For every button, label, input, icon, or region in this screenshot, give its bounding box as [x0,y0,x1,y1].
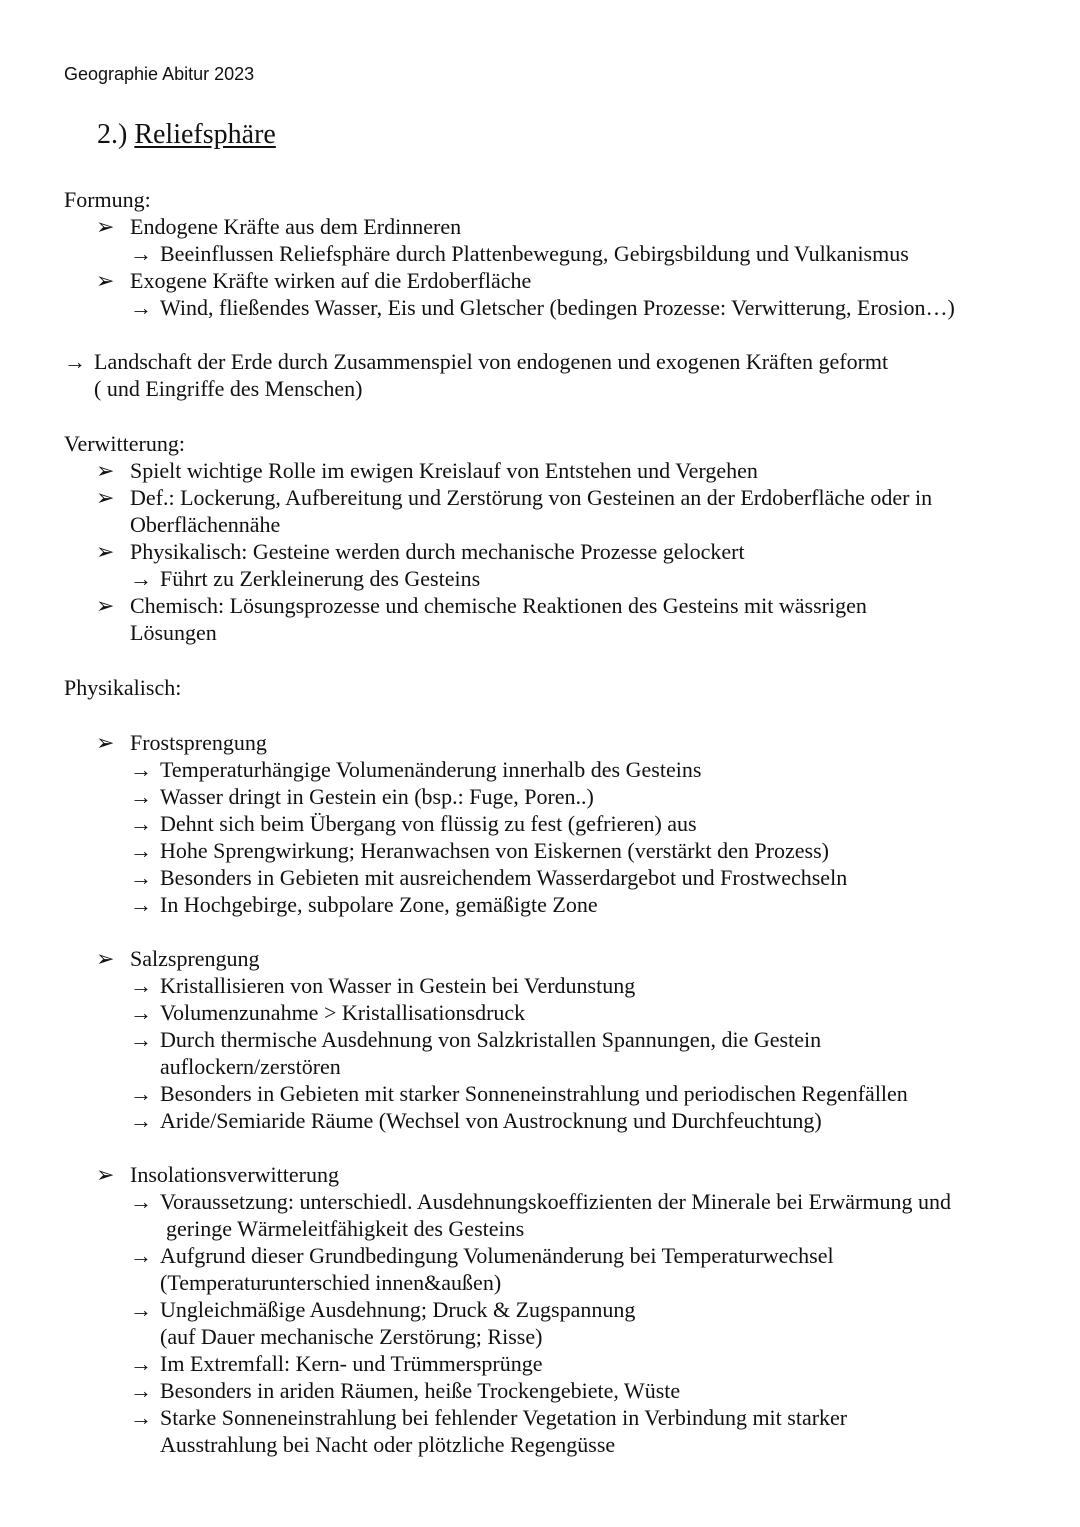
sub-item-cont: geringe Wärmeleitfähigkeit des Gesteins [166,1216,525,1241]
sub-item-cont: (Temperaturunterschied innen&außen) [160,1270,502,1295]
sub-item: → Hohe Sprengwirkung; Heranwachsen von Eiskernen (verstärkt den Prozess) [130,838,829,863]
right-arrow-icon: → [130,1378,152,1403]
landschaft-block [64,348,888,402]
right-arrow-icon: → [130,1081,152,1106]
list-item: ➢ Salzsprengung [96,946,260,971]
sub-item: → Ungleichmäßige Ausdehnung; Druck & Zugspannung [130,1297,636,1322]
right-arrow-icon: → [130,1000,152,1025]
sub-item-cont: Ausstrahlung bei Nacht oder plötzliche Regengüsse [160,1432,616,1457]
verwitterung-block [64,430,185,457]
verwitterung-heading: Verwitterung: [64,431,185,456]
insolation-list [96,1161,951,1458]
right-arrow-icon: → [130,973,152,998]
salz-list [96,945,908,1134]
frost-list [96,729,847,918]
formung-list [96,213,955,321]
right-arrow-icon: → [130,1108,152,1133]
list-item: ➢ Physikalisch: Gesteine werden durch mechanische Prozesse gelockert [96,539,745,564]
sub-item: → Besonders in Gebieten mit ausreichendem Wasserdargebot und Frostwechseln [130,865,848,890]
physikalisch-heading: Physikalisch: [64,675,182,700]
landschaft-line-cont: ( und Eingriffe des Menschen) [94,376,363,401]
physikalisch-block [64,674,181,701]
bullet-arrowhead-icon: ➢ [96,539,115,564]
right-arrow-icon: → [130,1351,152,1376]
section-number: 2.) [97,119,128,150]
bullet-arrowhead-icon: ➢ [96,593,115,618]
right-arrow-icon: → [130,892,152,917]
right-arrow-icon: → [130,1297,152,1322]
sub-item: → Aride/Semiaride Räume (Wechsel von Austrocknung und Durchfeuchtung) [130,1108,822,1133]
right-arrow-icon: → [130,1027,152,1052]
sub-item: → Starke Sonneneinstrahlung bei fehlender Vegetation in Verbindung mit starker [130,1405,848,1430]
section-title-text: Reliefsphäre [134,119,276,150]
sub-item: → Aufgrund dieser Grundbedingung Volumenänderung bei Temperaturwechsel [130,1243,834,1268]
sub-item: → Volumenzunahme > Kristallisationsdruck [130,1000,526,1025]
list-item: ➢ Spielt wichtige Rolle im ewigen Kreislauf von Entstehen und Vergehen [96,458,758,483]
sub-item: → Besonders in Gebieten mit starker Sonneneinstrahlung und periodischen Regenfällen [130,1081,908,1106]
section-title [97,118,276,152]
bullet-arrowhead-icon: ➢ [96,1162,115,1187]
sub-item: → Besonders in ariden Räumen, heiße Trockengebiete, Wüste [130,1378,681,1403]
bullet-arrowhead-icon: ➢ [96,214,115,239]
sub-item-cont: auflockern/zerstören [160,1054,341,1079]
sub-item: → Temperaturhängige Volumenänderung innerhalb des Gesteins [130,757,702,782]
list-item: ➢ Endogene Kräfte aus dem Erdinneren [96,214,462,239]
right-arrow-icon: → [130,811,152,836]
bullet-arrowhead-icon: ➢ [96,946,115,971]
list-item: ➢ Def.: Lockerung, Aufbereitung und Zerstörung von Gesteinen an der Erdoberfläche oder in [96,485,933,510]
verwitterung-list [96,457,932,646]
bullet-arrowhead-icon: ➢ [96,730,115,755]
right-arrow-icon: → [130,295,152,320]
sub-item: → Durch thermische Ausdehnung von Salzkristallen Spannungen, die Gestein [130,1027,822,1052]
bullet-arrowhead-icon: ➢ [96,485,115,510]
right-arrow-icon: → [130,1189,152,1214]
right-arrow-icon: → [64,349,86,374]
sub-item-cont: (auf Dauer mechanische Zerstörung; Risse) [160,1324,543,1349]
right-arrow-icon: → [130,1405,152,1430]
sub-item: → Dehnt sich beim Übergang von flüssig zu fest (gefrieren) aus [130,811,697,836]
sub-item: → Kristallisieren von Wasser in Gestein bei Verdunstung [130,973,636,998]
list-item: ➢ Chemisch: Lösungsprozesse und chemische Reaktionen des Gesteins mit wässrigen [96,593,867,618]
sub-item: → Im Extremfall: Kern- und Trümmersprünge [130,1351,543,1376]
formung-block [64,186,151,213]
sub-item: → Wasser dringt in Gestein ein (bsp.: Fuge, Poren..) [130,784,594,809]
list-item: ➢ Exogene Kräfte wirken auf die Erdoberfläche [96,268,532,293]
sub-item: → Beeinflussen Reliefsphäre durch Plattenbewegung, Gebirgsbildung und Vulkanismus [130,241,909,266]
list-item: ➢ Insolationsverwitterung [96,1162,339,1187]
sub-item: → Voraussetzung: unterschiedl. Ausdehnungskoeffizienten der Minerale bei Erwärmung und [130,1189,951,1214]
document-header: Geographie Abitur 2023 [64,64,255,84]
landschaft-line: → Landschaft der Erde durch Zusammenspiel von endogenen und exogenen Kräften geformt [64,349,889,374]
right-arrow-icon: → [130,1243,152,1268]
bullet-arrowhead-icon: ➢ [96,268,115,293]
right-arrow-icon: → [130,784,152,809]
right-arrow-icon: → [130,566,152,591]
bullet-arrowhead-icon: ➢ [96,458,115,483]
right-arrow-icon: → [130,757,152,782]
list-item: ➢ Frostsprengung [96,730,267,755]
list-item-cont: Oberflächennähe [130,512,281,537]
right-arrow-icon: → [130,838,152,863]
sub-item: → Wind, fließendes Wasser, Eis und Gletscher (bedingen Prozesse: Verwitterung, Erosion…) [130,295,955,320]
formung-heading: Formung: [64,187,151,212]
list-item-cont: Lösungen [130,620,217,645]
sub-item: → In Hochgebirge, subpolare Zone, gemäßigte Zone [130,892,598,917]
right-arrow-icon: → [130,241,152,266]
sub-item: → Führt zu Zerkleinerung des Gesteins [130,566,481,591]
right-arrow-icon: → [130,865,152,890]
